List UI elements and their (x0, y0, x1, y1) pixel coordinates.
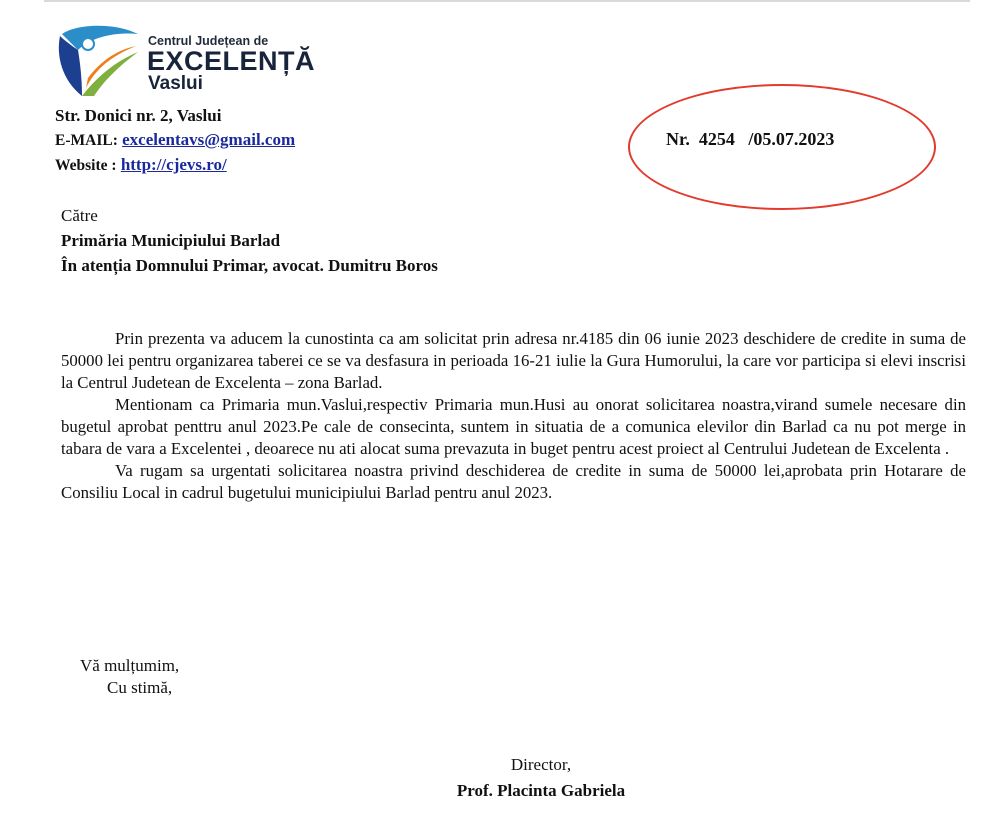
body-paragraph: Prin prezenta va aducem la cunostinta ca am solicitat prin adresa nr.4185 din 06 iunie 2023 deschidere de credite in suma de 50000 lei pentru organizarea taberei ce se va desfasura in perioada 16-21 iulie la Gura Humorului, la care vor participa si elevi inscrisi la Centrul Judetean de Excelenta – zona Barlad. (61, 329, 966, 392)
top-border-line (44, 0, 970, 2)
closing-thanks: Vă mulțumim, (80, 656, 180, 675)
recipient-block (61, 203, 438, 278)
logo-text-line1: Centrul Județean de (148, 34, 269, 48)
email-link[interactable]: excelentavs@gmail.com (122, 130, 296, 149)
address: Str. Donici nr. 2, Vaslui (55, 106, 222, 125)
website-label: Website : (55, 157, 117, 174)
email-label: E-MAIL: (55, 132, 118, 149)
signature-block (380, 752, 702, 804)
website-link[interactable]: http://cjevs.ro/ (120, 155, 227, 174)
recipient-institution: Primăria Municipiului Barlad (61, 231, 281, 250)
institution-logo (52, 22, 372, 98)
recipient-to: Către (61, 206, 98, 225)
closing-regards: Cu stimă, (107, 678, 173, 697)
body-paragraph: Mentionam ca Primaria mun.Vaslui,respectiv Primaria mun.Husi au onorat solicitarea noastra,virand sumele necesare din bugetul aprobat penttru anul 2023.Pe cale de consecinta, suntem in situatia de a comunica elevilor din Barlad ca nu pot merge in tabara de vara a Excelentei , deoarece nu ati alocat suma prevazuta in buget pentru acest proiect al Centrului Judetean de Excelenta . (61, 395, 966, 458)
recipient-attention: În atenția Domnului Primar, avocat. Dumitru Boros (61, 256, 438, 275)
signature-title: Director, (510, 755, 572, 774)
closing-block (80, 655, 179, 699)
contact-block (55, 104, 295, 178)
letter-body (61, 328, 966, 504)
logo-text-line2: EXCELENȚĂ (147, 46, 316, 76)
website-line (55, 153, 295, 178)
signature-name: Prof. Placinta Gabriela (456, 781, 626, 800)
email-line (55, 128, 295, 153)
registration-number: Nr. 4254 /05.07.2023 (666, 129, 835, 149)
logo-text-line3: Vaslui (148, 73, 203, 94)
body-paragraph: Va rugam sa urgentati solicitarea noastra privind deschiderea de credite in suma de 50000 lei,aprobata prin Hotarare de Consiliu Local in cadrul bugetului municipiului Barlad pentru anul 2023. (61, 461, 966, 502)
logo-emblem-icon (52, 22, 148, 98)
